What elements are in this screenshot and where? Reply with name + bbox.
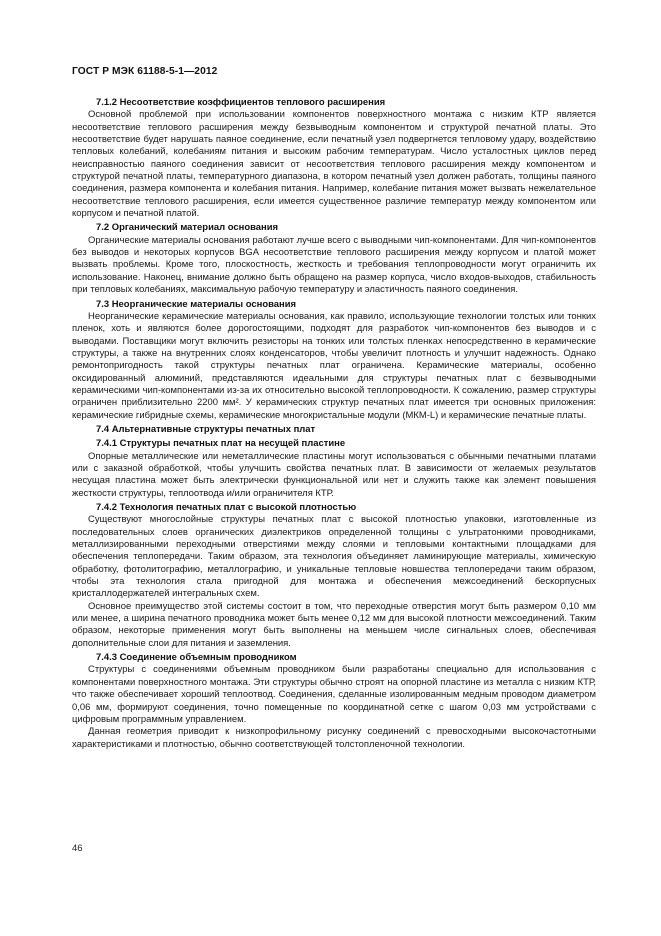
paragraph: Неорганические керамические материалы основания, как правило, использующие технологии толстых или тонких пленок, хоть и являются более дорогостоящими, подходят для разработок чип-компонентов без выводов и с выводами. Поставщики могут включить резисторы на тонких или толстых пленках непосредственно в керамические структуры, а также на внутренних слоях конденсаторов, чтобы увеличит плотность и улучшит надежность. Однако ремонтопригодность такой структуры печатных плат ограничена. Керамические материалы, особенно оксидированный алюминий, представляются идеальными для структуры печатных плат с безвыводными керамическими чип-компонентами из-за их относительно высокой теплопроводности. К сожалению, размер структуры ограничен приблизительно 2200 мм². У керамических структур печатных плат имеется три основных приложения: керамические гибридные схемы, керамические многокристальные модули (МКМ-L) и керамические печатные платы. <box>72 310 596 421</box>
section-heading-7-4: 7.4 Альтернативные структуры печатных плат <box>96 423 316 435</box>
paragraph: Основной проблемой при использовании компонентов поверхностного монтажа с низким КТР является несоответствие теплового расширения между безвыводным компонентом и структурой печатной платы. Это несоответствие будет нарушать паяное соединение, если печатный узел подвергнется тепловому удару, воздействию тепловых колебаний, колебаниям питания и высоким рабочим температурам. Число усталостных циклов перед неисправностью паяного соединения зависит от несоответствия теплового расширения между компонентом и структурой печатной платы, температурного диапазона, в котором печатный узел должен работать, толщины паяного соединения, размера компонента и колебания питания. Например, колебание питания может вызвать нежелательное несоответствие теплового расширения, если имеется существенное различие температур между компонентом или корпусом и печатной платой. <box>72 109 596 220</box>
section-heading-7-3: 7.3 Неорганические материалы основания <box>96 298 297 310</box>
section-heading-7-4-1: 7.4.1 Структуры печатных плат на несущей пластине <box>96 438 346 450</box>
paragraph: Опорные металлические или неметаллические пластины могут использоваться с обычными печатными платами или с заказной обработкой, чтобы улучшить свойства печатных плат. В зависимости от желаемых результатов несущая пластина может быть электрически функциональной или нет и служить также как элемент повышения жесткости структуры, теплоотвода и/или ограничителя КТР. <box>72 450 596 499</box>
document-body <box>72 97 596 751</box>
section-heading-7-4-3: 7.4.3 Соединение объемным проводником <box>96 652 297 664</box>
page-number: 46 <box>72 843 83 854</box>
section-heading-7-4-2: 7.4.2 Технология печатных плат с высокой плотностью <box>96 502 357 513</box>
paragraph: Основное преимущество этой системы состоит в том, что переходные отверстия могут быть размером 0,10 мм или менее, а ширина печатного проводника может быть менее 0,12 мм для высокой плотности межсоединений. Таким образом, некоторые применения могут быть выполнены на меньшем числе сигнальных слоев, обеспечивая дополнительные слои для питания и заземления. <box>72 600 596 649</box>
paragraph: Органические материалы основания работают лучше всего с выводными чип-компонентами. Для чип-компонентов без выводов и некоторых корпусов BGA несоответствие теплового расширения между корпусом и платой может вызвать проблемы. Кроме того, плоскостность, жесткость и требования теплопроводности могут ограничить их использование. Наконец, внимание должно быть обращено на размер корпуса, число входов-выходов, стабильность при тепловых колебаниях, максимальную рабочую температуру и эластичность паяного соединения. <box>72 234 596 296</box>
paragraph: Существуют многослойные структуры печатных плат с высокой плотностью упаковки, изготовленные из последовательных слоев органических диэлектриков определенной толщины с ультратонкими проводниками, металлизированными переходными отверстиями между слоями и тепловыми контактными площадками для обеспечения теплопередачи. Таким образом, эта технология объединяет ламинирующие материалы, химическую обработку, фотолитографию, металлографию, и уникальные тепловые новшества теплопередачи таким образом, чтобы эта технология стала пригодной для монтажа и обеспечения межсоединений бескорпусных кристаллодержателей интегральных схем. <box>72 514 596 600</box>
paragraph: Структуры с соединениями объемным проводником были разработаны специально для использования с компонентами поверхностного монтажа. Эти структуры обычно строят на опорной пластине из металла с низким КТР, что также обеспечивает хороший теплоотвод. Соединения, сделанные изолированным медным проводом диаметром 0,06 мм, формируют соединения, точно помещенные по координатной сетке с шагом 0,03 мм устройствами с цифровым программным управлением. <box>72 664 596 725</box>
document-header: ГОСТ Р МЭК 61188-5-1—2012 <box>72 66 218 77</box>
section-heading-7-1-2: 7.1.2 Несоответствие коэффициентов теплового расширения <box>96 97 386 108</box>
section-heading-7-2: 7.2 Органический материал основания <box>96 222 279 234</box>
paragraph: Данная геометрия приводит к низкопрофильному рисунку соединений с превосходными высокочастотными характеристиками и плотностью, обычно соответствующей толстопленочной технологии. <box>72 726 596 750</box>
